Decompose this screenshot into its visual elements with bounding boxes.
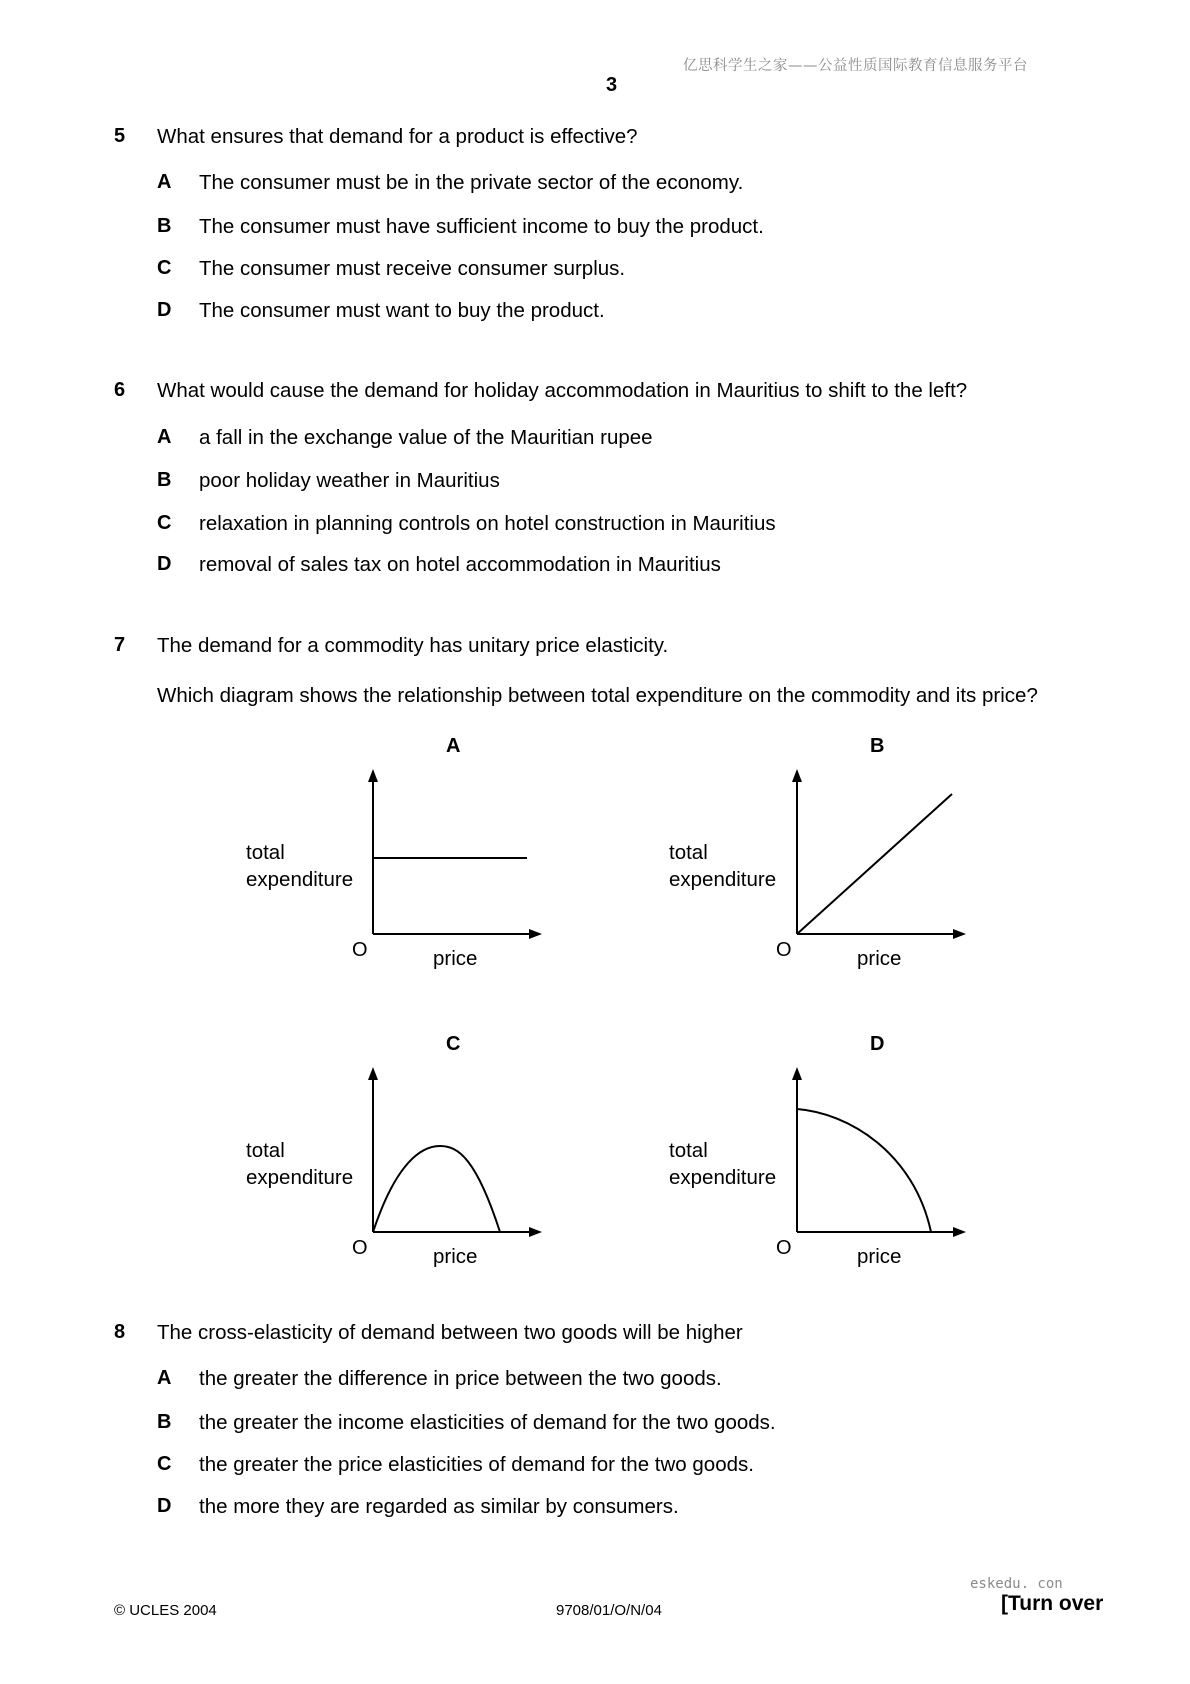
x-axis-label: price	[857, 947, 902, 970]
diagram-title: B	[870, 735, 885, 757]
y-axis-label-line2: expenditure	[246, 1166, 354, 1189]
diagram-b	[669, 735, 999, 975]
x-axis-label: price	[433, 1245, 478, 1268]
option-text: The consumer must have sufficient income to buy the product.	[199, 215, 764, 238]
origin-label: O	[352, 939, 368, 961]
option-text: The consumer must be in the private sector of the economy.	[199, 171, 744, 194]
diagram-d-axes	[669, 1033, 999, 1273]
option-text: relaxation in planning controls on hotel construction in Mauritius	[199, 512, 776, 535]
option-letter: D	[157, 553, 172, 575]
option-text: a fall in the exchange value of the Mauritian rupee	[199, 426, 653, 449]
question-text: What would cause the demand for holiday accommodation in Mauritius to shift to the left?	[157, 379, 968, 402]
option-letter: B	[157, 469, 172, 491]
origin-label: O	[352, 1237, 368, 1259]
page-number: 3	[606, 74, 618, 96]
x-axis-label: price	[857, 1245, 902, 1268]
diagram-b-axes	[669, 735, 999, 975]
option-text: the more they are regarded as similar by consumers.	[199, 1495, 679, 1518]
diagram-title: A	[446, 735, 461, 757]
diagram-d	[669, 1033, 999, 1273]
diagram-a-axes	[246, 735, 576, 975]
x-axis-arrow	[529, 929, 542, 939]
curve-rising-line	[797, 794, 952, 934]
y-axis-arrow	[792, 1067, 802, 1080]
option-letter: A	[157, 426, 172, 448]
option-letter: C	[157, 257, 172, 279]
option-text: poor holiday weather in Mauritius	[199, 469, 500, 492]
diagram-a	[246, 735, 576, 975]
y-axis-label-line1: total	[246, 841, 285, 864]
option-text: The consumer must receive consumer surplus.	[199, 257, 626, 280]
option-letter: B	[157, 215, 172, 237]
option-letter: A	[157, 171, 172, 193]
option-letter: A	[157, 1367, 172, 1389]
y-axis-arrow	[368, 1067, 378, 1080]
question-text: The demand for a commodity has unitary price elasticity.	[157, 634, 669, 657]
option-text: removal of sales tax on hotel accommodation in Mauritius	[199, 553, 721, 576]
y-axis-label-line2: expenditure	[669, 868, 777, 891]
y-axis-label-line1: total	[669, 1139, 708, 1162]
curve-inverted-u	[373, 1146, 500, 1232]
y-axis-label-line2: expenditure	[669, 1166, 777, 1189]
question-subtext: Which diagram shows the relationship between total expenditure on the commodity and its price?	[157, 684, 1038, 707]
y-axis-arrow	[792, 769, 802, 782]
diagram-c-axes	[246, 1033, 576, 1273]
diagram-c	[246, 1033, 576, 1273]
x-axis-arrow	[529, 1227, 542, 1237]
question-text: The cross-elasticity of demand between two goods will be higher	[157, 1321, 743, 1344]
x-axis-arrow	[953, 929, 966, 939]
y-axis-label-line1: total	[246, 1139, 285, 1162]
option-letter: D	[157, 1495, 172, 1517]
origin-label: O	[776, 939, 792, 961]
diagram-title: C	[446, 1033, 461, 1055]
question-number: 6	[114, 379, 126, 401]
paper-code: 9708/01/O/N/04	[556, 1602, 662, 1619]
option-text: the greater the income elasticities of demand for the two goods.	[199, 1411, 776, 1434]
question-number: 7	[114, 634, 126, 656]
diagram-title: D	[870, 1033, 885, 1055]
option-letter: C	[157, 512, 172, 534]
header-watermark: 亿思科学生之家——公益性质国际教育信息服务平台	[683, 58, 1028, 74]
y-axis-label-line1: total	[669, 841, 708, 864]
x-axis-arrow	[953, 1227, 966, 1237]
turn-over: [Turn over	[1001, 1592, 1104, 1615]
option-text: the greater the difference in price between the two goods.	[199, 1367, 722, 1390]
option-text: the greater the price elasticities of demand for the two goods.	[199, 1453, 754, 1476]
option-letter: C	[157, 1453, 172, 1475]
question-number: 8	[114, 1321, 126, 1343]
y-axis-arrow	[368, 769, 378, 782]
copyright: © UCLES 2004	[114, 1602, 217, 1619]
question-number: 5	[114, 125, 126, 147]
y-axis-label-line2: expenditure	[246, 868, 354, 891]
footer-watermark: eskedu. con	[970, 1576, 1063, 1592]
question-text: What ensures that demand for a product is effective?	[157, 125, 638, 148]
option-text: The consumer must want to buy the product.	[199, 299, 605, 322]
option-letter: D	[157, 299, 172, 321]
curve-concave-decline	[797, 1109, 931, 1232]
origin-label: O	[776, 1237, 792, 1259]
option-letter: B	[157, 1411, 172, 1433]
x-axis-label: price	[433, 947, 478, 970]
